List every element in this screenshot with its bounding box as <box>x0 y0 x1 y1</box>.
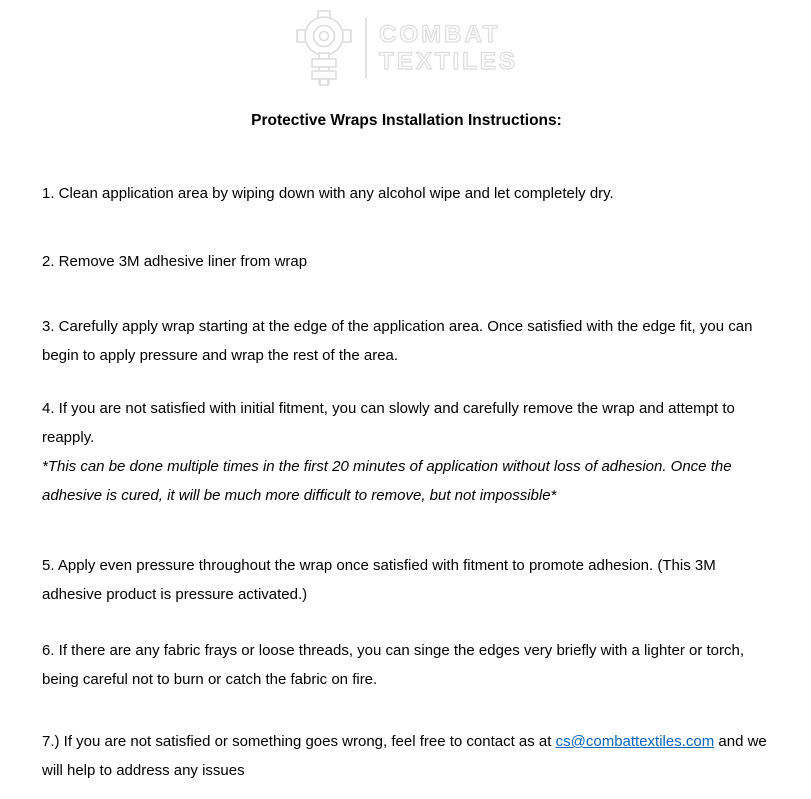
combat-textiles-logo <box>42 8 771 88</box>
combat-textiles-emblem-icon <box>295 9 353 87</box>
support-email-link[interactable]: cs@combattextiles.com <box>555 733 715 750</box>
step-7-text-after-link: and we will help to address any issues <box>42 733 767 779</box>
logo-wordmark-line1: COMBAT <box>379 21 501 48</box>
logo-divider <box>365 17 367 79</box>
step-6: 6. If there are any fabric frays or loose threads, you can singe the edges very briefly with a lighter or torch, being careful not to burn or catch the fabric on fire. <box>42 642 745 688</box>
instructions-document <box>42 109 771 785</box>
document-title: Protective Wraps Installation Instructions: <box>251 112 562 129</box>
step-2: 2. Remove 3M adhesive liner from wrap <box>42 253 308 270</box>
step-4: 4. If you are not satisfied with initial fitment, you can slowly and carefully remove the wrap and attempt to reapply. <box>42 400 735 446</box>
adhesion-note: *This can be done multiple times in the first 20 minutes of application without loss of adhesion. Once the adhesive is cured, it will be much more difficult to remove, but not impossible* <box>42 458 732 504</box>
step-1: 1. Clean application area by wiping down with any alcohol wipe and let completely dry. <box>42 185 614 202</box>
step-7 <box>42 727 771 785</box>
logo-wordmark <box>379 21 518 75</box>
logo-wordmark-line2: TEXTILES <box>379 48 518 75</box>
step-7-text-before-link: 7.) If you are not satisfied or something goes wrong, feel free to contact as at <box>42 733 556 750</box>
step-5: 5. Apply even pressure throughout the wrap once satisfied with fitment to promote adhesion. (This 3M adhesive product is pressure activated.) <box>42 557 716 603</box>
step-3: 3. Carefully apply wrap starting at the edge of the application area. Once satisfied with the edge fit, you can begin to apply pressure and wrap the rest of the area. <box>42 318 753 364</box>
